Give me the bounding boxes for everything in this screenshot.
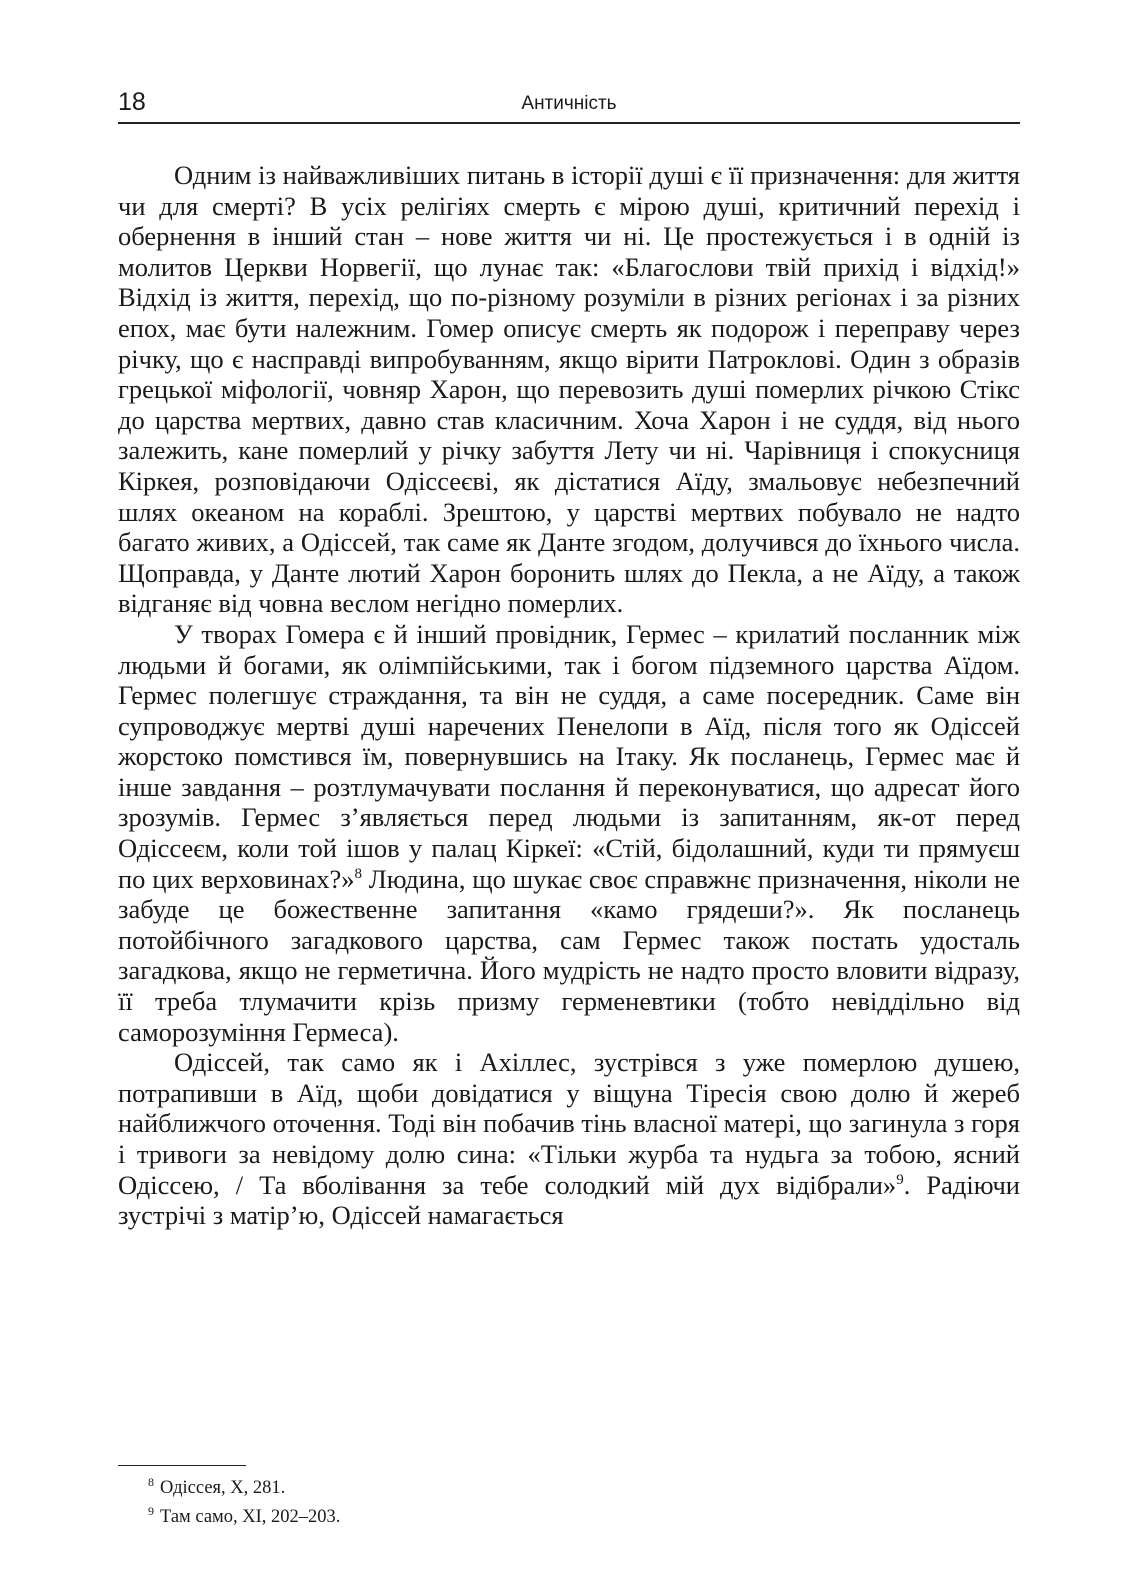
running-head: Античність <box>521 93 617 114</box>
paragraph-2 <box>118 619 1020 1047</box>
footnote-8 <box>148 1474 1020 1503</box>
footnote-ref-9[interactable]: 9 <box>896 1171 904 1188</box>
paragraph-1 <box>118 160 1020 619</box>
footnote-number: 9 <box>148 1504 154 1518</box>
paragraph-3 <box>118 1047 1020 1231</box>
main-text <box>118 160 1020 1231</box>
paragraph-text: Одним із найважливіших питань в історії душі є її призначення: для життя чи для смерті? В усіх релігіях смерть є мірою душі, критичний перехід і обернення в інший стан – нове життя чи ні. Це простежується і в одній із молитов Церкви Норвегії, що лунає так: «Благослови твій прихід і відхід!» Відхід із життя, перехід, що по-різному розуміли в різних регіонах і за різних епох, має бути належним. Гомер описує смерть як подорож і переправу через річку, що є насправді випробуванням, якщо вірити Патроклові. Один з образів грецької міфології, човняр Харон, що перевозить душі померлих річкою Стікс до царства мертвих, давно став класичним. Хоча Харон і не суддя, від нього залежить, кане померлий у річку забуття Лету чи ні. Чарівниця і спокусниця Кіркея, розповідаючи Одіссеєві, як дістатися Аїду, змальовує небезпечний шлях океаном на кораблі. Зрештою, у царстві мертвих побувало не надто багато живих, а Одіссей, так саме як Данте згодом, долучився до їхнього числа. Щоправда, у Данте лютий Харон боронить шлях до Пекла, а не Аїду, а також відганяє від човна веслом негідно померлих. <box>118 160 1020 619</box>
page-number: 18 <box>118 88 146 116</box>
footnote-text: Одіссея, X, 281. <box>160 1478 286 1498</box>
footnotes <box>148 1474 1020 1532</box>
footnote-9 <box>148 1503 1020 1532</box>
footnote-text: Там само, XI, 202–203. <box>160 1507 341 1527</box>
paragraph-text: Людина, що шукає своє справжнє призначення, ніколи не забуде це божественне запитання «камо грядеши?». Як посланець потойбічного загадкового царства, сам Гермес також постать удосталь загадкова, якщо не герметична. Його мудрість не надто просто вловити відразу, її треба тлумачити крізь призму герменевтики (тобто невіддільно від саморозуміння Гермеса). <box>118 863 1020 1047</box>
footnote-number: 8 <box>148 1475 154 1489</box>
page-header <box>118 86 1020 124</box>
paragraph-text: У творах Гомера є й інший провідник, Гермес – крилатий посланник між людьми й богами, як олімпійськими, так і богом підземного царства Аїдом. Гермес полегшує страждання, та він не суддя, а саме посередник. Саме він супроводжує мертві душі наречених Пенелопи в Аїд, після того як Одіссей жорстоко помстився їм, повернувшись на Ітаку. Як посланець, Гермес має й інше завдання – розтлумачувати послання й переконуватися, що адресат його зрозумів. Гермес з’являється перед людьми із запитанням, як-от перед Одіссеєм, коли той ішов у палац Кіркеї: «Стій, бідолашний, куди ти прямуєш по цих верховинах?» <box>118 618 1020 894</box>
paragraph-text: Одіссей, так само як і Ахіллес, зустрівся з уже померлою душею, потрапивши в Аїд, щоби довідатися у віщуна Тіресія свою долю й жереб найближчого оточення. Тоді він побачив тінь власної матері, що загинула з горя і тривоги за невідому долю сина: «Тільки журба та нудьга за тобою, ясний Одіссею, / Та вболівання за тебе солодкий мій дух відібрали» <box>118 1047 1020 1200</box>
paragraph-text: . Радіючи зустрічі з матір’ю, Одіссей намагається <box>118 1169 1020 1231</box>
footnote-ref-8[interactable]: 8 <box>354 865 362 882</box>
footnote-divider <box>118 1465 246 1466</box>
